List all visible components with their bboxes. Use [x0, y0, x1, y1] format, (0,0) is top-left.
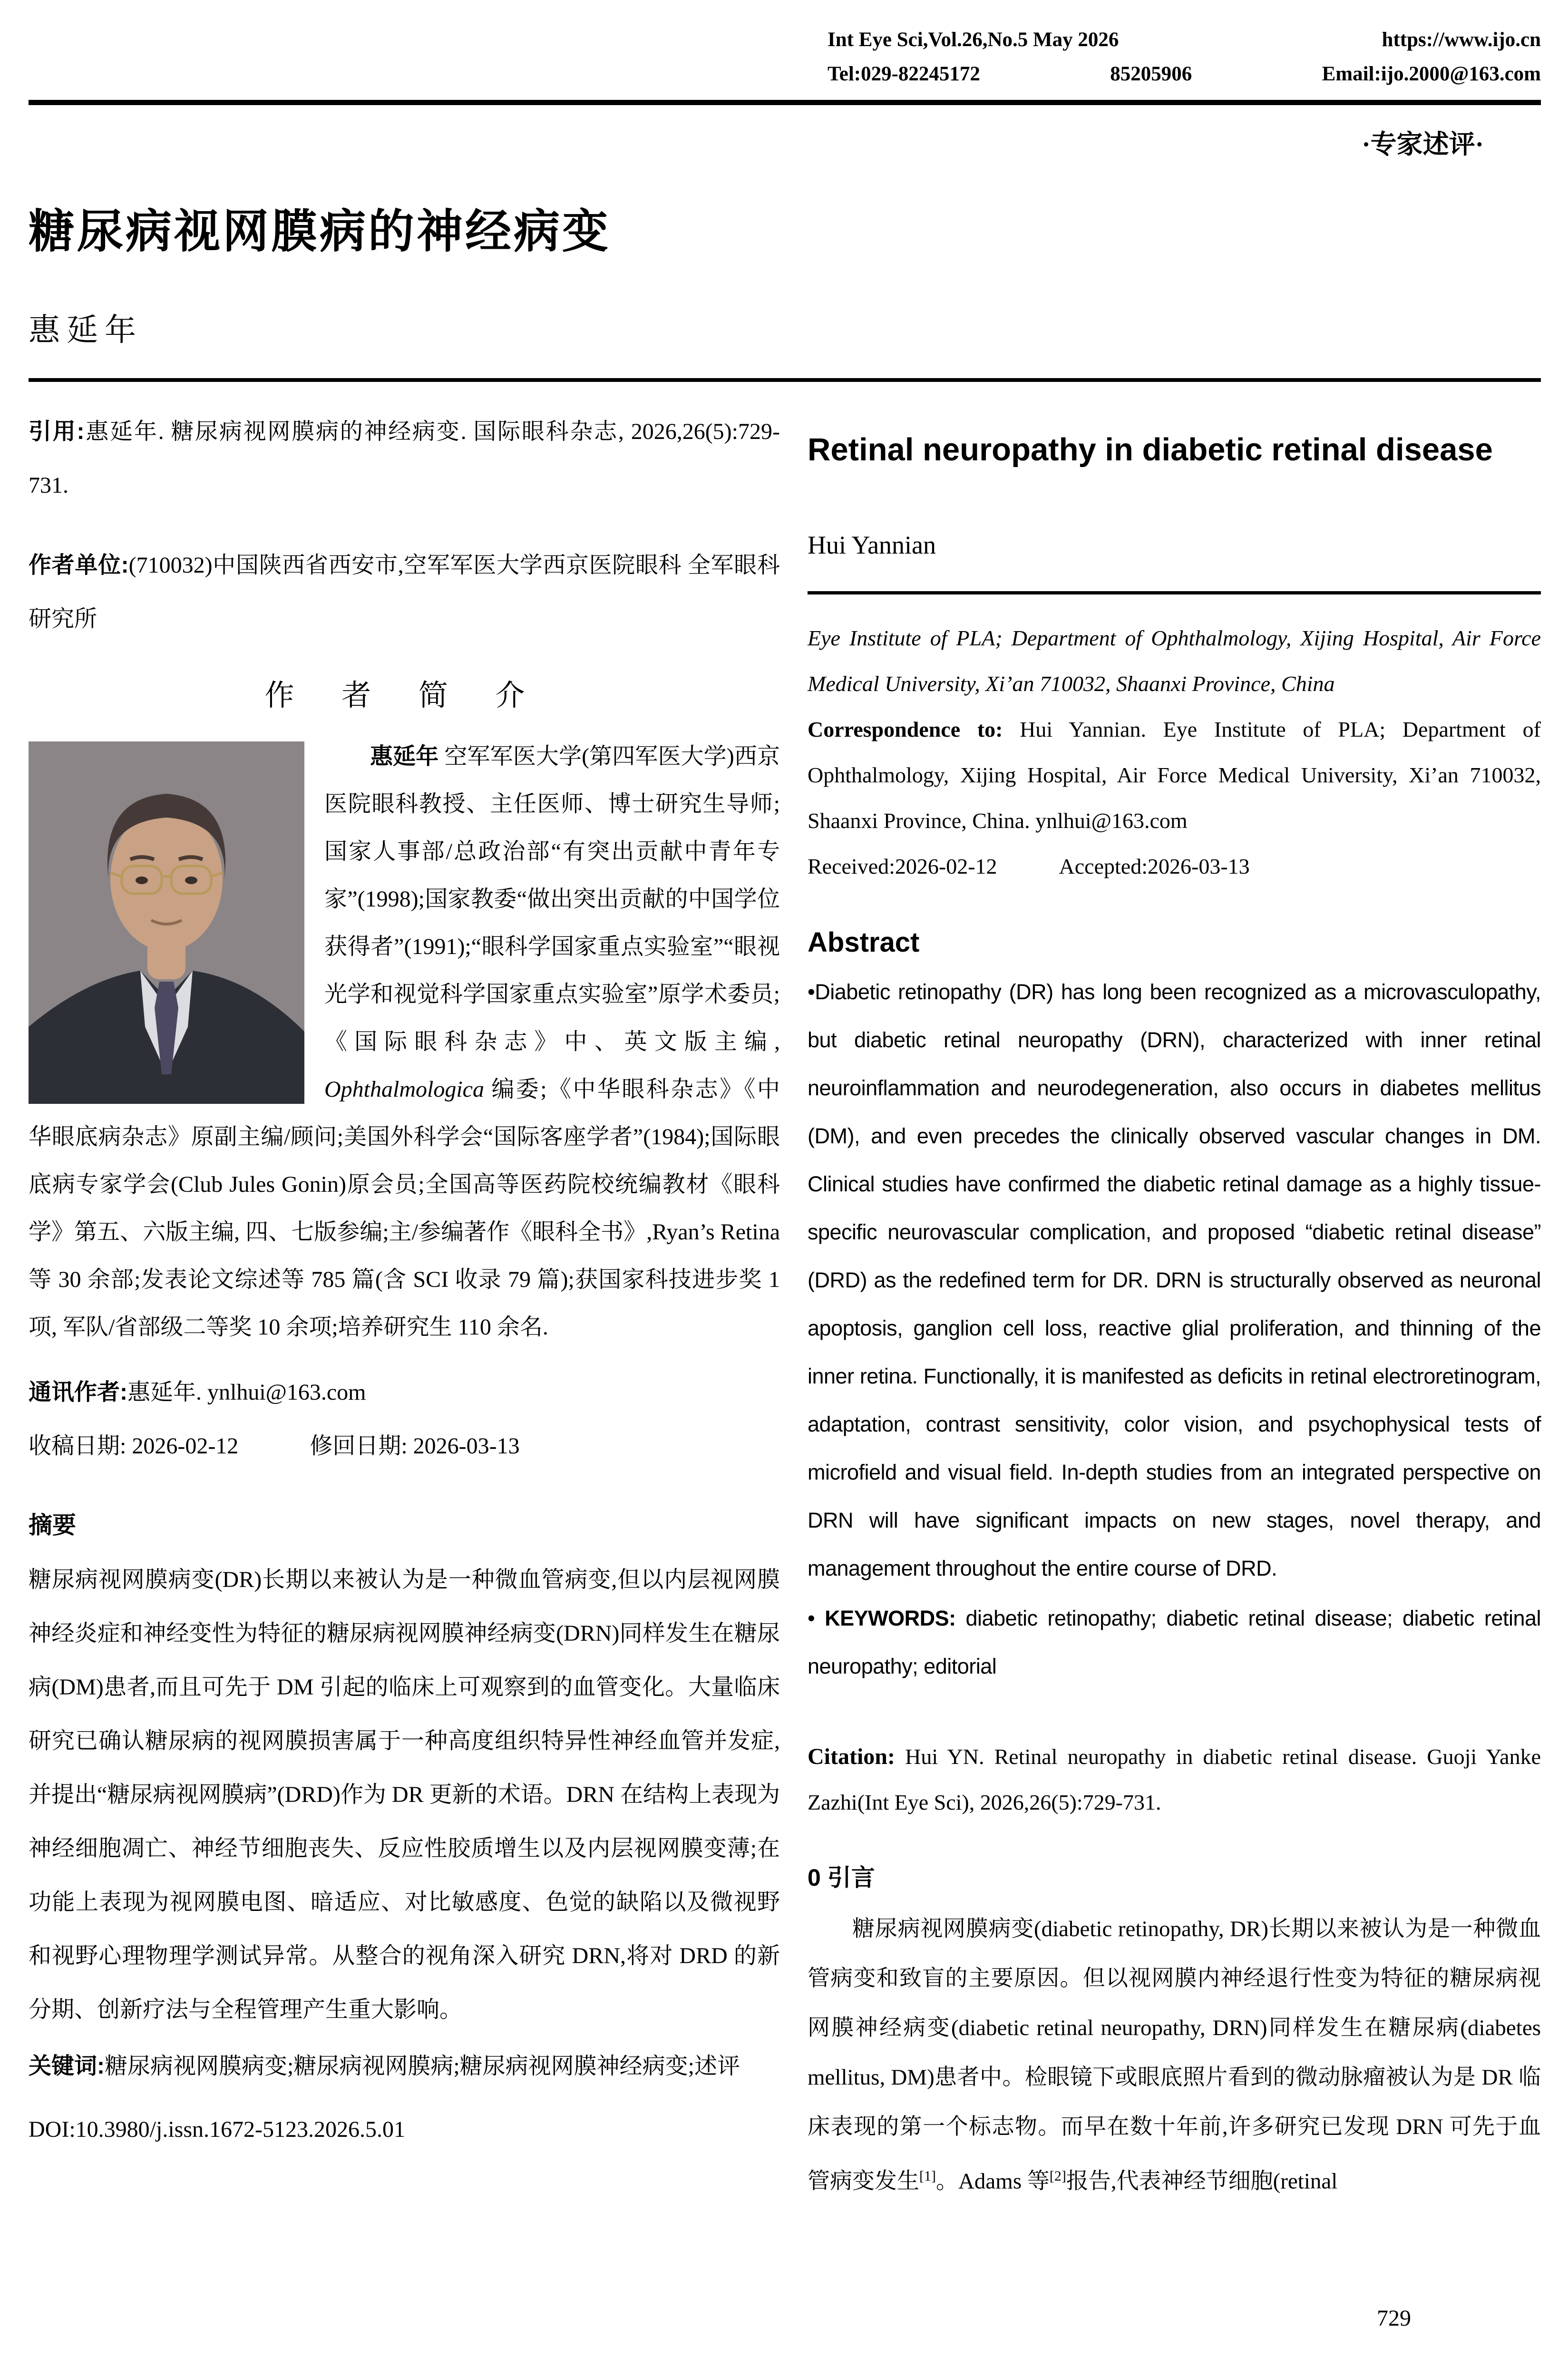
introduction-paragraph — [808, 1904, 1541, 2206]
journal-website-link[interactable]: https://www.ijo.cn — [1382, 29, 1541, 51]
bio-heading: 作 者 简 介 — [264, 678, 544, 712]
journal-tel2: 85205906 — [1110, 63, 1192, 85]
intro-text-2: 。Adams 等 — [935, 2169, 1050, 2194]
affiliation-en: Eye Institute of PLA; Department of Ophthalmology, Xijing Hospital, Air Force Medical University, Xi’an 710032, Shaanxi Province, China — [808, 626, 1541, 696]
keywords-zh-label: 关键词: — [29, 2054, 105, 2079]
dates-zh — [29, 1419, 780, 1473]
author-rule — [808, 591, 1541, 594]
section-tag: ·专家述评· — [1362, 130, 1484, 159]
citation-zh-text: 惠延年. 糖尿病视网膜病的神经病变. 国际眼科杂志, 2026,26(5):729-731. — [29, 419, 780, 498]
revised-date-zh: 修回日期: 2026-03-13 — [310, 1433, 520, 1459]
intro-text-3: 报告,代表神经节细胞(retinal — [1066, 2169, 1338, 2194]
author-portrait-illustration — [29, 741, 304, 1104]
correspondent-zh-text[interactable]: 惠延年. ynlhui@163.com — [127, 1380, 366, 1405]
keywords-en-text: diabetic retinopathy; diabetic retinal disease; diabetic retinal neuropathy; editorial — [808, 1606, 1541, 1678]
article-author-en: Hui Yannian — [808, 531, 936, 559]
keywords-en — [808, 1594, 1541, 1690]
affiliation-zh-label: 作者单位: — [29, 553, 129, 578]
article-title-zh: 糖尿病视网膜病的神经病变 — [29, 205, 611, 257]
keywords-zh-text: 糖尿病视网膜病变;糖尿病视网膜病;糖尿病视网膜神经病变;述评 — [105, 2054, 740, 2079]
journal-issue-info: Int Eye Sci,Vol.26,No.5 May 2026 — [828, 29, 1119, 51]
author-bio-block — [29, 733, 780, 1351]
journal-tel: Tel:029-82245172 — [828, 63, 980, 85]
page-number: 729 — [1377, 2306, 1411, 2331]
abstract-en-text — [808, 968, 1541, 1592]
introduction-heading: 0 引言 — [808, 1864, 875, 1891]
correspondence-label: Correspondence to: — [808, 717, 1003, 741]
author-photo — [29, 741, 304, 1104]
right-column — [808, 405, 1541, 2206]
article-author-zh: 惠延年 — [29, 312, 143, 348]
correspondence-text[interactable]: Hui Yannian. Eye Institute of PLA; Department of Ophthalmology, Xijing Hospital, Air Force Medical University, Xi’an 710032, Shaanxi Province, China. ynlhui@163.com — [808, 717, 1541, 833]
keywords-en-label: KEYWORDS: — [825, 1606, 956, 1630]
citation-en — [808, 1734, 1541, 1825]
correspondent-zh-label: 通讯作者: — [29, 1380, 127, 1405]
accepted-date-en: Accepted:2026-03-13 — [1059, 854, 1250, 878]
abstract-en-heading: Abstract — [808, 927, 920, 958]
bio-journal-italic: Ophthalmologica — [324, 1077, 484, 1102]
abstract-zh-heading: 摘要 — [29, 1512, 76, 1539]
page-header — [828, 23, 1541, 91]
intro-text-1: 糖尿病视网膜病变(diabetic retinopathy, DR)长期以来被认为是一种微血管病变和致盲的主要原因。但以视网膜内神经退行性变为特征的糖尿病视网膜神经病变(diabetic retinal neuropathy, DRN)同样发生在糖尿病(diabetes mellitus, DM)患者中。检眼镜下或眼底照片看到的微动脉瘤被认为是 DR 临床表现的第一个标志物。而早在数十年前,许多研究已发现 DRN 可先于血管病变发生 — [808, 1917, 1541, 2194]
dates-en — [808, 844, 1541, 889]
doi: DOI:10.3980/j.issn.1672-5123.2026.5.01 — [29, 2117, 405, 2142]
reference-2[interactable]: [2] — [1049, 2168, 1066, 2184]
correspondent-zh — [29, 1365, 780, 1419]
left-column — [29, 405, 780, 2206]
abstract-body: Diabetic retinopathy (DR) has long been recognized as a microvasculopathy, but diabetic retinal neuropathy (DRN), characterized with inner retinal neuroinflammation and neurodegeneration, also occurs in diabetes mellitus (DM), and even precedes the clinically observed vascular changes in DM. Clinical studies have confirmed the diabetic retinal damage as a highly tissue-specific neurovascular complication, and proposed “diabetic retinal disease” (DRD) as the redefined term for DR. DRN is structurally observed as neuronal apoptosis, ganglion cell loss, reactive glial proliferation, and thinning of the inner retina. Functionally, it is manifested as deficits in retinal electroretinogram, adaptation, contrast sensitivity, color vision, and psychophysical tests of microfield and visual field. In-depth studies from an integrated perspective on DRN will have significant impacts on new stages, novel therapy, and management throughout the entire course of DRD. — [808, 980, 1541, 1580]
bio-text-1: 空军军医大学(第四军医大学)西京医院眼科教授、主任医师、博士研究生导师;国家人事部/总政治部“有突出贡献中青年专家”(1998);国家教委“做出突出贡献的中国学位获得者”(1991);“眼科学国家重点实验室”“眼视光学和视觉科学国家重点实验室”原学术委员;《国际眼科杂志》中、英文版主编, — [324, 744, 780, 1054]
bio-author-name: 惠延年 — [370, 744, 439, 769]
correspondence-en — [808, 707, 1541, 844]
keywords-zh — [29, 2039, 780, 2093]
citation-en-label: Citation: — [808, 1744, 895, 1769]
citation-zh — [29, 405, 780, 512]
received-date-en: Received:2026-02-12 — [808, 854, 997, 878]
journal-email[interactable]: Email:ijo.2000@163.com — [1322, 63, 1541, 85]
abstract-zh-text: 糖尿病视网膜病变(DR)长期以来被认为是一种微血管病变,但以内层视网膜神经炎症和神经变性为特征的糖尿病视网膜神经病变(DRN)同样发生在糖尿病(DM)患者,而且可先于 DM 引起的临床上可观察到的血管变化。大量临床研究已确认糖尿病的视网膜损害属于一种高度组织特异性神经血管并发症,并提出“糖尿病视网膜病”(DRD)作为 DR 更新的术语。DRN 在结构上表现为神经细胞凋亡、神经节细胞丧失、反应性胶质增生以及内层视网膜变薄;在功能上表现为视网膜电图、暗适应、对比敏感度、色觉的缺陷以及微视野和视野心理物理学测试异常。从整合的视角深入研究 DRN,将对 DRD 的新分期、创新疗法与全程管理产生重大影响。 — [29, 1567, 780, 2022]
citation-en-text: Hui YN. Retinal neuropathy in diabetic retinal disease. Guoji Yanke Zazhi(Int Eye Sci), 2026,26(5):729-731. — [808, 1744, 1541, 1814]
header-rule — [29, 100, 1541, 105]
abstract-bullet: • — [808, 980, 815, 1004]
reference-1[interactable]: [1] — [919, 2168, 936, 2184]
received-date-zh: 收稿日期: 2026-02-12 — [29, 1433, 239, 1459]
affiliation-zh-text: (710032)中国陕西省西安市,空军军医大学西京医院眼科 全军眼科研究所 — [29, 553, 780, 632]
bio-text-2: 编委;《中华眼科杂志》《中华眼底病杂志》原副主编/顾问;美国外科学会“国际客座学者”(1984);国际眼底病专家学会(Club Jules Gonin)原会员;全国高等医药院校统编教材《眼科学》第五、六版主编, 四、七版参编;主/参编著作《眼科全书》,Ryan’s Retina 等 30 余部;发表论文综述等 785 篇(含 SCI 收录 79 篇);获国家科技进步奖 1 项, 军队/省部级二等奖 10 余项;培养研究生 110 余名. — [29, 1077, 780, 1340]
citation-zh-label: 引用: — [29, 419, 85, 444]
title-rule — [29, 378, 1541, 382]
article-title-en: Retinal neuropathy in diabetic retinal disease — [808, 432, 1493, 468]
keywords-bullet: • — [808, 1606, 815, 1630]
affiliation-zh — [29, 538, 780, 646]
